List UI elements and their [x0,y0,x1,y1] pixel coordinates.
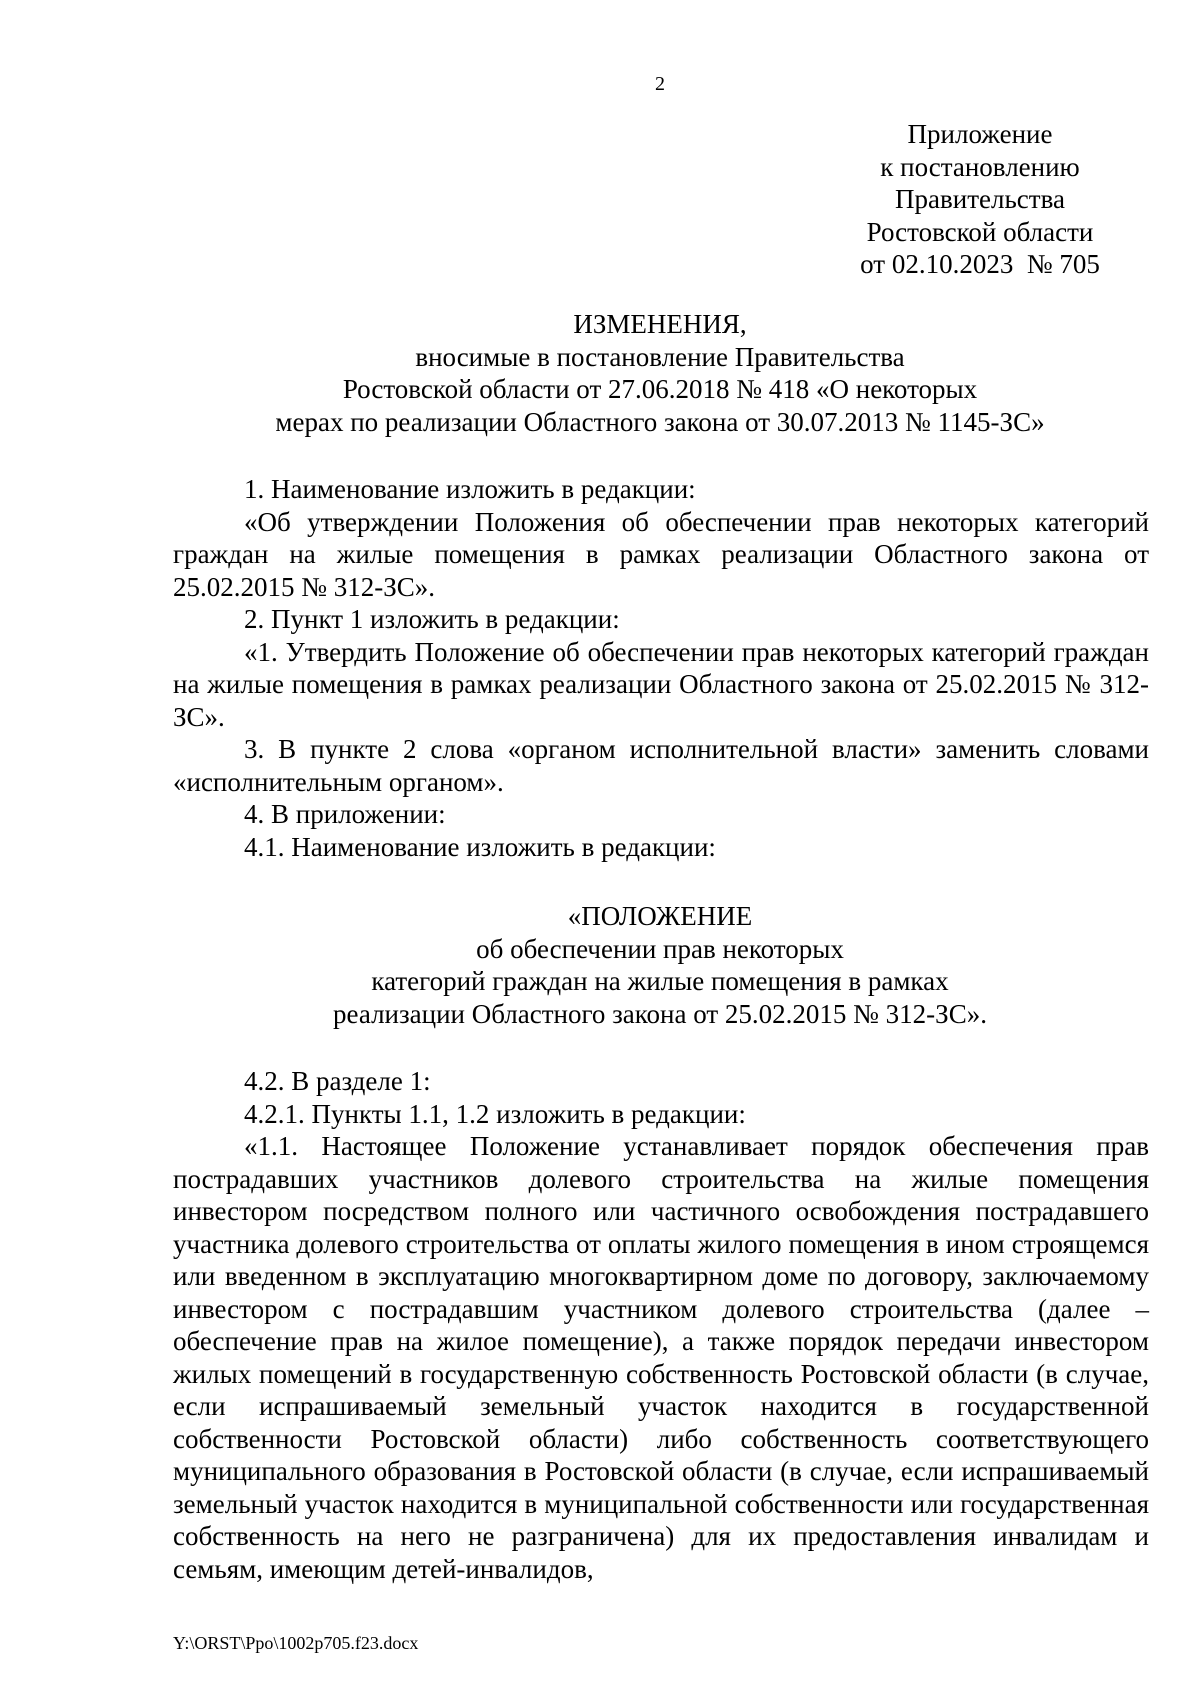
body-section-2 [173,1065,1149,1585]
approval-line: Ростовской области [866,216,1094,247]
title-line: вносимые в постановление Правительства [415,341,905,372]
approval-line: к постановлению [880,151,1080,182]
approval-stamp [830,118,1130,281]
approval-line: Приложение [907,119,1053,149]
body-section-1 [173,473,1149,863]
paragraph: «1. Утвердить Положение об обеспечении прав некоторых категорий граждан на жилые помещения в рамках реализации Областного закона от 25.02.2015 № 312-ЗС». [173,636,1149,732]
title-line: ИЗМЕНЕНИЯ, [573,309,747,339]
approval-line: от 02.10.2023 № 705 [860,249,1100,279]
paragraph: 4. В приложении: [244,799,446,829]
approval-line: Правительства [895,184,1065,214]
paragraph: 1. Наименование изложить в редакции: [244,474,696,504]
subtitle-line: реализации Областного закона от 25.02.2015 № 312-ЗС». [333,998,987,1029]
subtitle-line: «ПОЛОЖЕНИЕ [567,901,753,931]
paragraph: «Об утверждении Положения об обеспечении прав некоторых категорий граждан на жилые помещения в рамках реализации Областного закона от 25.02.2015 № 312-ЗС». [173,506,1149,602]
title-line: Ростовской области от 27.06.2018 № 418 «О некоторых [342,374,978,404]
subtitle-line: об обеспечении прав некоторых [476,933,844,964]
title-line: мерах по реализации Областного закона от 30.07.2013 № 1145-ЗС» [275,406,1045,437]
paragraph: 3. В пункте 2 слова «органом исполнительной власти» заменить словами «исполнительным органом». [173,734,1149,797]
regulation-title [172,900,1148,1030]
paragraph: 4.2.1. Пункты 1.1, 1.2 изложить в редакции: [244,1098,746,1129]
page-number: 2 [655,73,665,95]
paragraph: 4.2. В разделе 1: [244,1066,431,1096]
document-title [172,308,1148,438]
subtitle-line: категорий граждан на жилые помещения в рамках [371,966,949,996]
paragraph: 2. Пункт 1 изложить в редакции: [244,604,620,634]
file-path-footer: Y:\ORST\Ppo\1002p705.f23.docx [173,1633,419,1653]
paragraph: «1.1. Настоящее Положение устанавливает порядок обеспечения прав пострадавших участников долевого строительства на жилые помещения инвестором посредством полного или частичного освобождения пострадавшего участника долевого строительства от оплаты жилого помещения в ином строящемся или введенном в эксплуатацию многоквартирном доме по договору, заключаемому инвестором с пострадавшим участником долевого строительства (далее – обеспечение прав на жилое помещение), а также порядок передачи инвестором жилых помещений в государственную собственность Ростовской области (в случае, если испрашиваемый земельный участок находится в государственной собственности Ростовской области) либо собственность соответствующего муниципального образования в Ростовской области (в случае, если испрашиваемый земельный участок находится в муниципальной собственности или государственная собственность на него не разграничена) для их предоставления инвалидам и семьям, имеющим детей-инвалидов, [173,1131,1149,1584]
paragraph: 4.1. Наименование изложить в редакции: [244,831,716,862]
